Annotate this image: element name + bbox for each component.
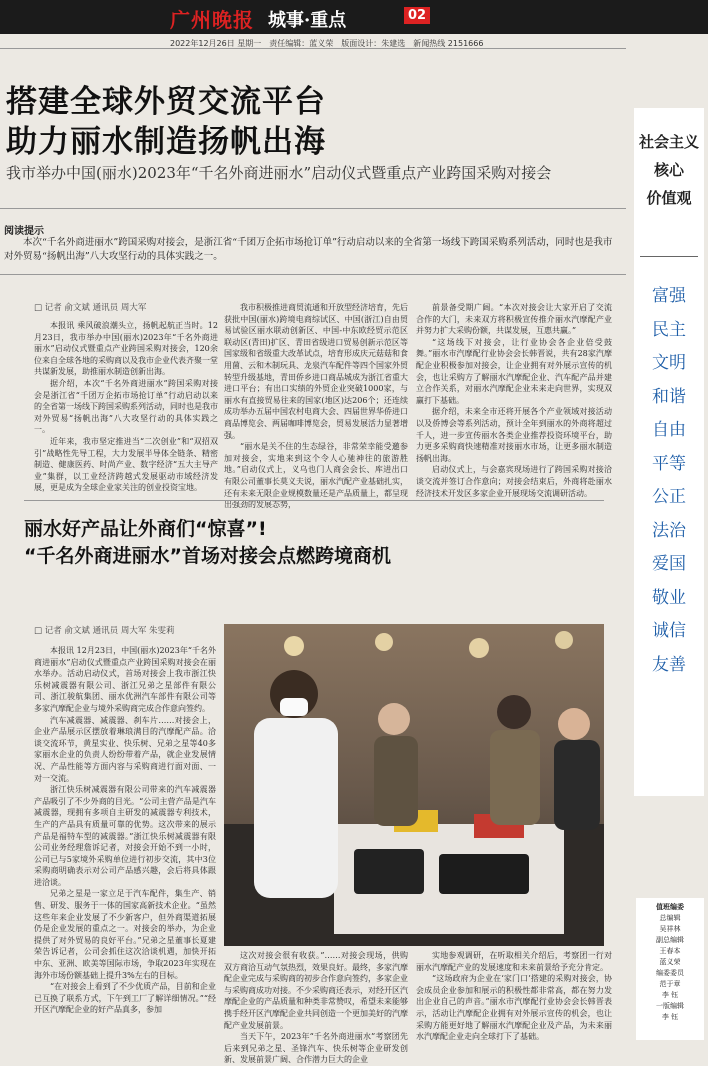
divider <box>0 48 626 49</box>
value-word: 敬业 <box>652 587 686 608</box>
second-headline <box>24 516 391 570</box>
value-word: 诚信 <box>652 621 686 641</box>
sidebar-title-line: 社会主义 <box>638 133 699 151</box>
editor-line: 总编辑 <box>659 914 681 922</box>
second-headline-line-1: 丽水好产品让外商们“惊喜”! <box>24 518 267 540</box>
divider <box>0 274 626 275</box>
page-number: 02 <box>404 7 430 24</box>
paper-name: 广州晚报 <box>170 8 254 32</box>
headline-line-1: 搭建全球外贸交流平台 <box>6 84 326 120</box>
editor-line: 吴祥林 <box>659 925 681 933</box>
column-5 <box>224 950 408 1065</box>
section-title: 城事·重点 <box>268 10 347 31</box>
news-photo <box>224 624 604 946</box>
value-word: 平等 <box>652 453 686 474</box>
editors-box <box>636 898 704 1040</box>
paragraph: 实地参观调研，在听取相关介绍后，考察团一行对丽水汽摩配产业的发展速度和未来前景给予充分肯定。 <box>416 951 612 972</box>
subheadline: 我市举办中国(丽水)2023年“千名外商进丽水”启动仪式暨重点产业跨国采购对接会 <box>6 164 552 182</box>
divider <box>24 500 604 501</box>
paragraph: 据介绍，未来全市还将开展各个产业领域对接活动以及侨博会等系列活动，预计全年到丽水的外商将超过千人，进一步宣传丽水各类企业推荐投资环境平台，助力更多采购商快速精准对接丽水市场，让更多丽水制造扬帆出海。 <box>416 407 612 463</box>
paragraph: 启动仪式上，与会嘉宾现场进行了跨国采购对接洽谈交流并签订合作意向；对接会结束后，外商将赴丽水经济技术开发区多家企业开展现场交流调研活动。 <box>416 465 612 498</box>
column-6 <box>416 950 612 1046</box>
editor-line: 李 钰 <box>661 1013 679 1021</box>
value-word: 民主 <box>652 319 686 340</box>
value-word: 文明 <box>652 353 686 373</box>
values-list <box>634 280 704 682</box>
core-values-sidebar <box>634 108 704 796</box>
editor-line: 蓝义荣 <box>659 958 681 966</box>
paragraph: “在对接会上看到了不少优质产品，目前和企业已互换了联系方式，下午到工厂了解详细情况。”“经开区汽摩配企业的好产品真多，参加 <box>34 982 216 1015</box>
paragraph: 本报讯 12月23日，中国(丽水)2023年“千名外商进丽水”启动仪式暨重点产业跨国采购对接会在丽水举办。活动启动仪式，首场对接会上我市浙江快乐树减震器有限公司、浙江兄弟之星部件有限公司、浙江骏航集团、丽水优洲汽车部件有限公司等多家汽摩配企业与境外采购商完成合作意向签约。 <box>34 646 216 713</box>
editor-line: 一版编辑 <box>656 1002 684 1010</box>
value-word: 富强 <box>652 286 686 306</box>
paragraph: 本报讯 乘风破浪潮头立，扬帆起航正当时。12月23日，我市举办中国(丽水)2023年“千名外商进丽水”启动仪式暨重点产业跨国采购对接会，120余位来自全球各地的采购商以及我市企业代表齐聚一堂共谋新发展，助推丽水制造创新出海。 <box>34 321 218 377</box>
editor-line: 李 钰 <box>661 991 679 999</box>
paragraph: 据介绍，本次“千名外商进丽水”跨国采购对接会是浙江省“千团万企拓市场抢订单”行动启动以来的全省第一场线下跨国采购系列活动，同时也是我市对外贸易“扬帆出海”八大攻坚行动的具体实践之一。 <box>34 378 218 435</box>
value-word: 法治 <box>652 520 686 541</box>
paragraph: “丽水是关不住的生态绿谷，非常荣幸能受邀参加对接会，实地来到这个令人心驰神往的旅游胜地。”启动仪式上，义乌也门人商会会长、库进出口有限公司董事长莫义夫说，丽水汽配产业基础扎实，还有未来无限企业规模数量还是产品质量上，都呈现出强劲的发展态势， <box>224 442 408 510</box>
value-word: 和谐 <box>652 386 686 407</box>
second-headline-line-2: “千名外商进丽水”首场对接会点燃跨境商机 <box>24 545 391 567</box>
lead-label: 阅读提示 <box>4 226 44 237</box>
column-2 <box>224 302 408 511</box>
photo-illustration <box>224 624 604 946</box>
value-word: 友善 <box>652 654 686 675</box>
column-1 <box>34 320 218 494</box>
paragraph: 兄弟之星是一家立足于汽车配件，集生产、销售、研发、服务于一体的国家高新技术企业。“虽然这些年来企业发展了不少新客户，但外商渠道拓展仍是企业发展的重点之一。对接会的举办，为企业提供了对外贸易的良好平台。”兄弟之星董事长夏建荣告诉记者，公司会抓住这次洽谈机遇，加快开拓中东、亚洲、欧美等国际市场，争取2023年实现在海外市场份额基础上提升3%左右的目标。 <box>34 889 216 980</box>
paragraph: 前景备受期广阔。“本次对接会让大家开启了交流合作的大门，未来双方将积极宣传推介丽水汽摩配产业并努力扩大采购份额，共谋发展，互惠共赢。” <box>416 303 612 336</box>
sidebar-title-line: 核心 <box>653 161 684 179</box>
editor-line: 值班编委 <box>656 903 684 911</box>
value-word: 自由 <box>652 420 686 440</box>
paragraph: 近年来，我市坚定推进当“二次创业”和“双招双引”战略性先导工程，大力发展半导体全链条、精密制造、健康医药、时尚产业、数字经济“五大主导产业”集群，以工业经济跨越式发展驱动市域经济发展，更是成为全球企业家关注的创业投资宝地。 <box>34 436 218 493</box>
masthead <box>0 0 708 34</box>
editor-line: 范于章 <box>659 980 681 988</box>
value-word: 公正 <box>652 487 686 507</box>
headline-line-2: 助力丽水制造扬帆出海 <box>6 124 326 160</box>
byline: □ 记者 俞文斌 通讯员 周大军 <box>34 303 147 313</box>
paragraph: “这场线下对接会，让行业协会各企业倍受鼓舞。”丽水市汽摩配行业协会会长韩晋说，共有28家汽摩配企业积极参加对接会，让企业拥有对外展示宣传的机会，也让采购方了解丽水汽摩配企业、汽车配产品并建立合作关系，对丽水汽摩配企业未来走向世界，实现双赢打下基础。 <box>416 337 612 405</box>
divider <box>640 256 698 257</box>
sidebar-title-line: 价值观 <box>646 189 692 207</box>
divider <box>0 208 626 209</box>
editor-line: 王春本 <box>659 947 681 955</box>
paragraph: 浙江快乐树减震器有限公司带来的汽车减震器产品吸引了不少外商的目光。“公司主营产品是汽车减震器，现拥有多项自主研发的减震器专利技术，生产的产品具有质量可靠的优势。这次带来的展示产品是福特车型的减震器。”浙江快乐树减震器有限公司业务经理詹诉记者，对接会开始不到一小时，公司已与5家境外采购单位进行初步交流，其中3位采购商明确表示对公司产品感兴趣，会后将具体跟进洽谈。 <box>34 785 216 887</box>
masthead-info: 2022年12月26日 星期一 责任编辑：蓝义荣 版面设计：朱建选 新闻热线 2151666 <box>170 39 484 48</box>
paragraph: 这次对接会很有收获。”……对接会现场，供购双方商洽互动气氛热烈，效果良好。最终，多家汽摩配企业完成与采购商的初步合作意向签约，多家企业与采购商成功对接。不少采购商还表示，对经开区汽摩配企业的产品质量和种类非常赞叹，希望未来能够携手经开区汽摩配企业共同创造一个更加美好的汽摩配产业发展前景。 <box>224 951 408 1030</box>
byline: □ 记者 俞文斌 通讯员 周大军 朱雯莉 <box>34 626 175 636</box>
sidebar-title <box>634 128 704 212</box>
lead-text: 本次“千名外商进丽水”跨国采购对接会，是浙江省“千团万企拓市场抢订单”行动启动以来的全省第一场线下跨国采购系列活动，同时也是我市对外贸易“扬帆出海”八大攻坚行动的具体实践之一。 <box>4 237 613 262</box>
headline <box>6 82 326 162</box>
column-3 <box>416 302 612 499</box>
editor-line: 编委委员 <box>656 969 684 977</box>
paragraph: 当天下午，2023年“千名外商进丽水”考察团先后来到兄弟之星、圣锋汽车、快乐树等企业研发创新、发展前景广阔、合作潜力巨大的企业 <box>224 1032 408 1065</box>
column-4 <box>34 645 216 1045</box>
value-word: 爱国 <box>652 554 686 574</box>
paragraph: 汽车减震器、减震器、刹车片……对接会上，企业产品展示区摆放着琳琅满目的汽摩配产品。洽谈交流环节，黄星实业、快乐树、兄弟之星等40多家丽水企业的负责人纷纷带着产品，就企业发展情况、产品性能等方面内容与采购商进行面对面、一对一交流。 <box>34 715 216 783</box>
editor-line: 副总编辑 <box>656 936 684 944</box>
paragraph: 我市积极推进商贸流通和开放型经济培育，先后获批中国(丽水)跨境电商综试区、中国(浙江)自由贸易试验区丽水联动创新区、中国-中东欧经贸示范区联动区(青田)扩区、青田省级进口贸易创新示范区等国家级和省级重大改革试点，培育形成庆元菇菇和食用菌、云和木制玩具、龙泉汽车配件等四个国家外贸转型升级基地，青田侨乡进口商品城成为浙江省重大进口平台；有出口实绩的外贸企业突破1000家，与丽水有直接贸易往来的国家(地区)达206个；还连续成功举办五届中国农村电商大会、四届世界华侨进口商品博览会、两届咖啡博览会，贸易发展活力显著增强。 <box>224 303 408 440</box>
paragraph: “这场政府为企业在‘家门口’搭建的采购对接会，协会成员企业参加和展示的积极性都非常高，都在努力发出企业自己的声音。”丽水市汽摩配行业协会会长韩晋表示，活动让汽摩配企业拥有对外展示宣传的机会，也让采购方能更好地了解丽水汽摩配企业及产品，为未来丽水汽摩配企业走向全球打下了基础。 <box>416 974 612 1042</box>
